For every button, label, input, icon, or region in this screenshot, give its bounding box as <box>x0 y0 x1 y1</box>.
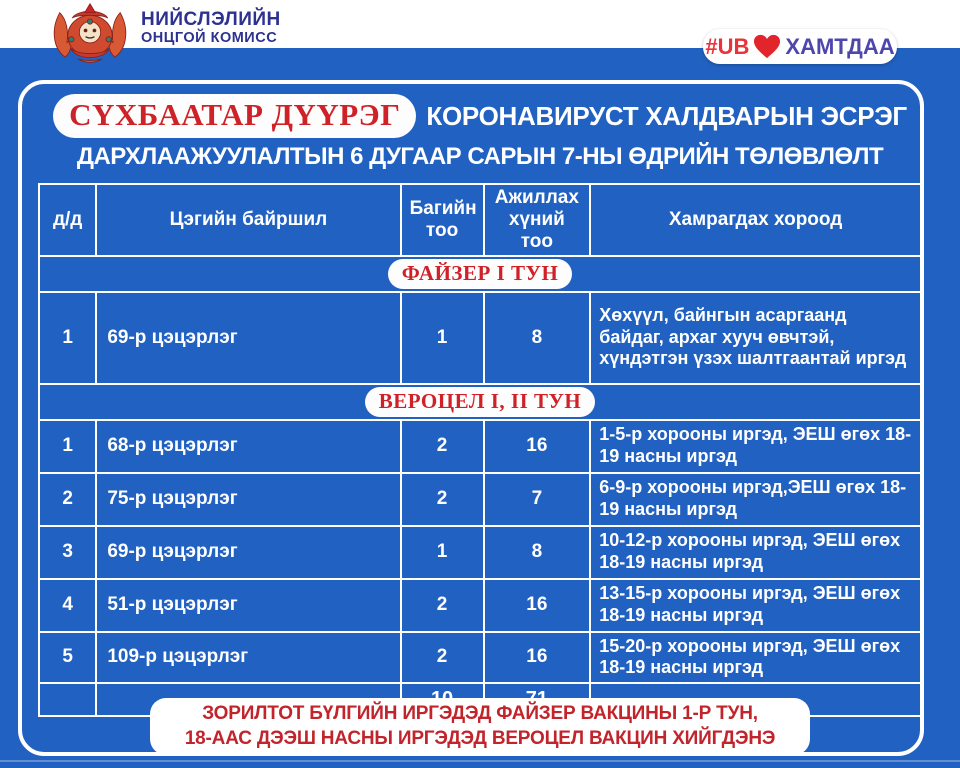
cell-teams: 2 <box>401 473 484 526</box>
cell-location: 69-р цэцэрлэг <box>96 526 400 579</box>
footer-note-line2: 18-ААС ДЭЭШ НАСНЫ ИРГЭДЭД ВЕРОЦЕЛ ВАКЦИН ХИЙГДЭНЭ <box>184 727 776 749</box>
cell-no: 1 <box>39 420 96 473</box>
table-row <box>39 292 921 384</box>
cell-no: 5 <box>39 632 96 683</box>
org-name-line1: НИЙСЛЭЛИЙН <box>141 9 281 30</box>
cell-staff: 16 <box>484 579 591 632</box>
hashtag-ub-label: #UB <box>705 33 750 59</box>
cell-location: 69-р цэцэрлэг <box>96 292 400 384</box>
verocell-section-pill: ВЕРОЦЕЛ I, II ТУН <box>365 387 596 417</box>
table-row <box>39 420 921 473</box>
title-line1-text: КОРОНАВИРУСТ ХАЛДВАРЫН ЭСРЭГ <box>426 100 907 131</box>
table-row <box>39 473 921 526</box>
title-line-2: ДАРХЛААЖУУЛАЛТЫН 6 ДУГААР САРЫН 7-НЫ ӨДРИЙН ТӨЛӨВЛӨЛТ <box>76 143 884 170</box>
district-name-pill: СҮХБААТАР ДҮҮРЭГ <box>53 94 416 138</box>
section-row-verocell <box>39 384 921 420</box>
cell-khoroos: 1-5-р хорооны иргэд, ЭЕШ өгөх 18-19 насны иргэд <box>590 420 921 473</box>
cell-empty <box>39 683 96 716</box>
cell-no: 4 <box>39 579 96 632</box>
cell-location: 75-р цэцэрлэг <box>96 473 400 526</box>
col-header-no: д/д <box>39 184 96 256</box>
table-row <box>39 526 921 579</box>
cell-staff: 8 <box>484 292 591 384</box>
cell-staff: 8 <box>484 526 591 579</box>
cell-teams: 2 <box>401 632 484 683</box>
section-row-pfizer <box>39 256 921 292</box>
cell-staff: 16 <box>484 632 591 683</box>
cell-khoroos: 13-15-р хорооны иргэд, ЭЕШ өгөх 18-19 насны иргэд <box>590 579 921 632</box>
cell-teams: 1 <box>401 292 484 384</box>
khamtdaa-label: ХАМТДАА <box>785 33 895 59</box>
cell-khoroos: 6-9-р хорооны иргэд,ЭЕШ өгөх 18-19 насны иргэд <box>590 473 921 526</box>
col-header-location: Цэгийн байршил <box>96 184 400 256</box>
table-row <box>39 632 921 683</box>
col-header-khoroos: Хамрагдах хороод <box>590 184 921 256</box>
organization-name <box>141 10 281 47</box>
ub-together-badge <box>703 29 897 64</box>
cell-staff: 7 <box>484 473 591 526</box>
cell-khoroos: 15-20-р хорооны иргэд, ЭЕШ өгөх 18-19 насны иргэд <box>590 632 921 683</box>
footer-note-line1: ЗОРИЛТОТ БҮЛГИЙН ИРГЭДЭД ФАЙЗЕР ВАКЦИНЫ 1-Р ТУН, <box>202 703 758 725</box>
pfizer-section-pill: ФАЙЗЕР I ТУН <box>388 259 573 289</box>
cell-khoroos: Хөхүүл, байнгын асаргаанд байдаг, архаг хууч өвчтэй, хүндэтгэн үзэх шалтгаантай иргэд <box>590 292 921 384</box>
table-header-row <box>39 184 921 256</box>
cell-khoroos: 10-12-р хорооны иргэд, ЭЕШ өгөх 18-19 насны иргэд <box>590 526 921 579</box>
plan-table <box>38 183 922 717</box>
col-header-staff: Ажиллах хүний тоо <box>484 184 591 256</box>
ulaanbaatar-city-emblem-icon <box>44 2 136 66</box>
col-header-teams: Багийн тоо <box>401 184 484 256</box>
bottom-accent-line <box>0 760 960 762</box>
footer-note <box>150 698 810 755</box>
cell-teams: 1 <box>401 526 484 579</box>
cell-no: 3 <box>39 526 96 579</box>
cell-teams: 2 <box>401 579 484 632</box>
cell-location: 109-р цэцэрлэг <box>96 632 400 683</box>
cell-teams: 2 <box>401 420 484 473</box>
cell-staff: 16 <box>484 420 591 473</box>
title-line-1 <box>38 94 922 138</box>
cell-location: 51-р цэцэрлэг <box>96 579 400 632</box>
cell-location: 68-р цэцэрлэг <box>96 420 400 473</box>
vaccination-plan-table <box>38 183 922 717</box>
cell-no: 2 <box>39 473 96 526</box>
table-row <box>39 579 921 632</box>
heart-icon <box>752 33 782 60</box>
org-name-line2: ОНЦГОЙ КОМИСС <box>141 29 278 46</box>
cell-no: 1 <box>39 292 96 384</box>
